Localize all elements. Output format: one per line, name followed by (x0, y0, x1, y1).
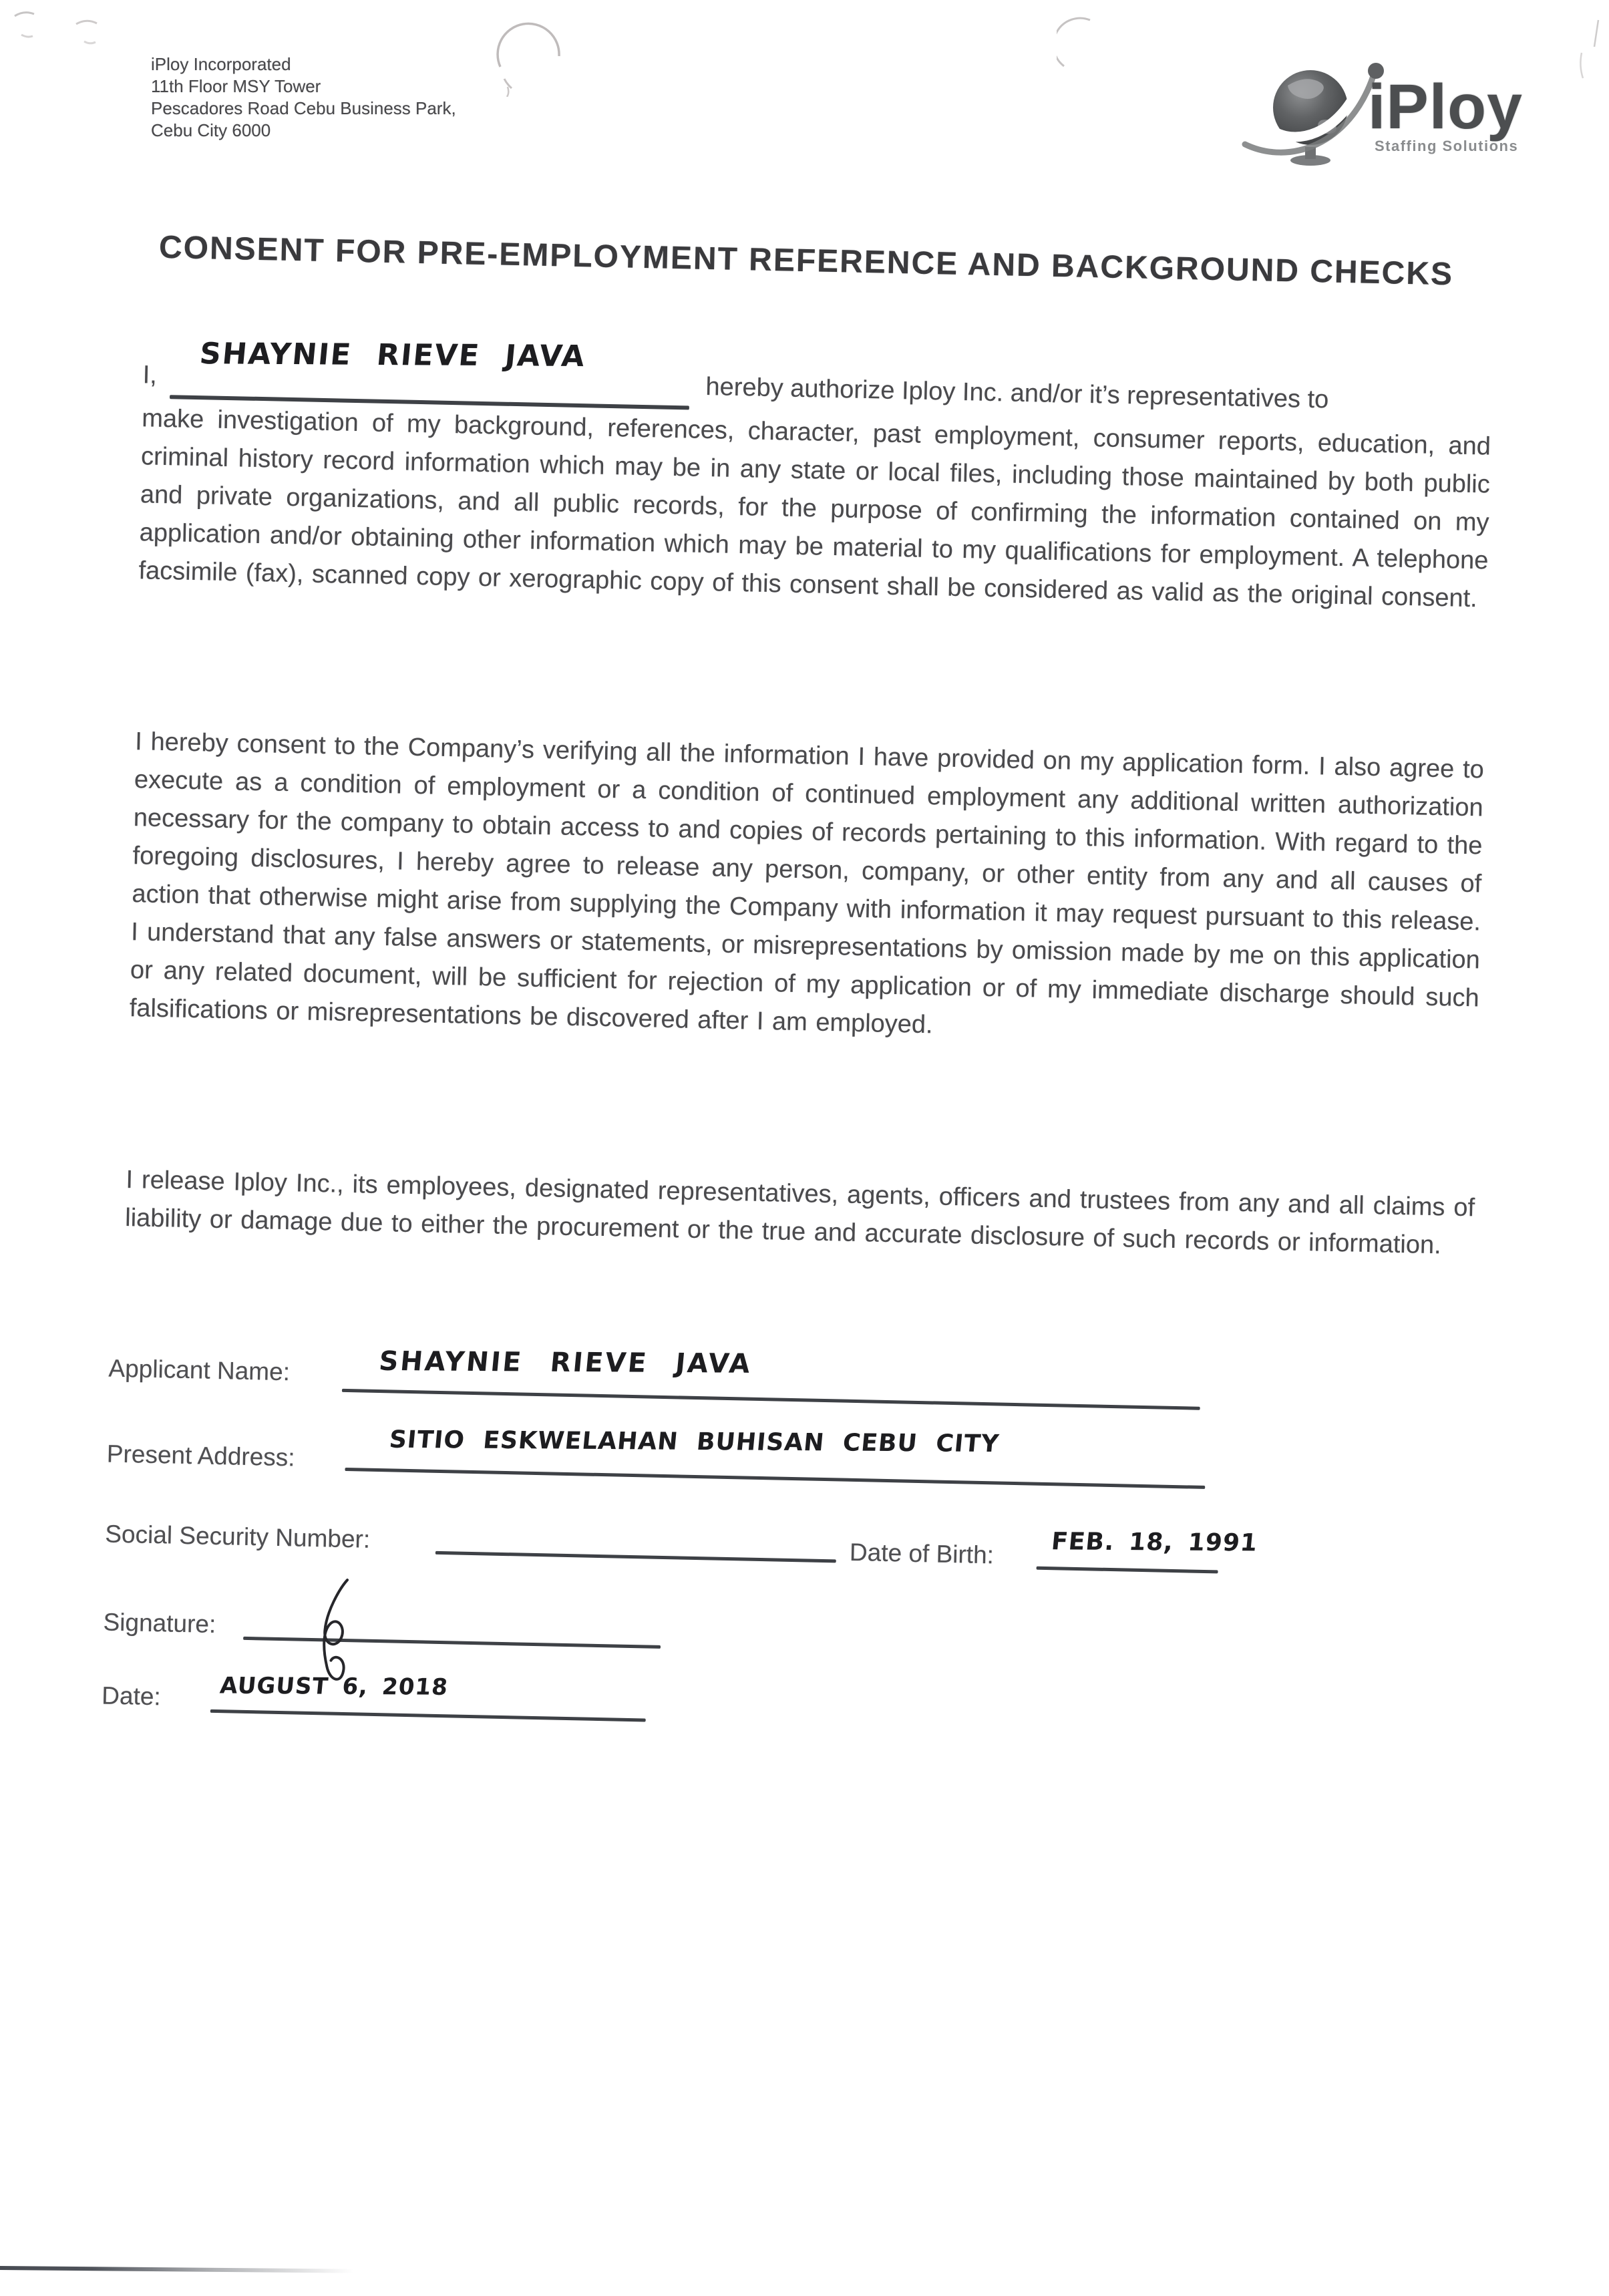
applicant-name-label: Applicant Name: (108, 1354, 291, 1386)
consent-paragraph-2: I hereby consent to the Company’s verifying all the information I have provided on my application form. I also agree to execute as a condition of employment or a condition of continued employment any additional written authorization necessary for the company to obtain access to and copies of records pertaining to this information. With regard to the foregoing disclosures, I hereby agree to release any person, company, or other entity from any and all causes of action that otherwise might arise from supplying the Company with information it may request pursuant to this release. I understand that any false answers or statements, or misrepresentations by omission made by me on this application or any related document, will be sufficient for rejection of my application or of my immediate discharge should such falsifications or misrepresentations be discovered after I am employed. (129, 727, 1485, 1039)
consent-paragraph-3: I release Iploy Inc., its employees, designated representatives, agents, officers and trustees from any and all claims of liability or damage due to either the procurement or the true and accurate disclosure of such records or information. (124, 1166, 1475, 1260)
document-title: CONSENT FOR PRE-EMPLOYMENT REFERENCE AND BACKGROUND CHECKS (158, 229, 1454, 293)
ssn-line (435, 1551, 836, 1563)
signature-label: Signature: (103, 1608, 216, 1639)
handwritten-present-address: SITIO ESKWELAHAN BUHISAN CEBU CITY (387, 1426, 1001, 1458)
handwritten-dob: FEB. 18, 1991 (1050, 1528, 1259, 1557)
date-line (210, 1709, 646, 1722)
company-name-line: iPloy Incorporated (151, 54, 291, 74)
dob-label: Date of Birth: (849, 1538, 995, 1569)
intro-prefix: I, (142, 361, 158, 389)
handwritten-date: AUGUST 6, 2018 (218, 1672, 450, 1701)
intro-rest-text: hereby authorize Iploy Inc. and/or it’s representatives to (705, 372, 1329, 414)
applicant-name-line (342, 1389, 1200, 1410)
company-address-line3: Cebu City 6000 (151, 120, 271, 140)
consent-paragraph-1: make investigation of my background, references, character, past employment, consumer reports, education, and criminal history record information which may be in any state or local files, including those maintained by both public and private organizations, and all public records, for the purpose of confirming the information contained on my application and/or obtaining other information which may be material to my qualifications for employment. A telephone facsimile (fax), scanned copy or xerographic copy of this consent shall be considered as valid as the original consent. (138, 404, 1491, 613)
handwritten-applicant-name: SHAYNIE RIEVE JAVA (377, 1345, 753, 1379)
brand-wordmark: iPloy (1368, 71, 1524, 142)
present-address-label: Present Address: (106, 1440, 296, 1472)
ssn-label: Social Security Number: (104, 1520, 371, 1553)
company-address-line1: 11th Floor MSY Tower (151, 76, 321, 96)
company-address-line2: Pescadores Road Cebu Business Park, (151, 98, 456, 118)
handwritten-intro-name: SHAYNIE RIEVE JAVA (198, 337, 588, 374)
dob-line (1037, 1567, 1218, 1574)
brand-tagline: Staffing Solutions (1375, 138, 1519, 154)
date-label: Date: (101, 1681, 162, 1711)
present-address-line (345, 1468, 1205, 1489)
